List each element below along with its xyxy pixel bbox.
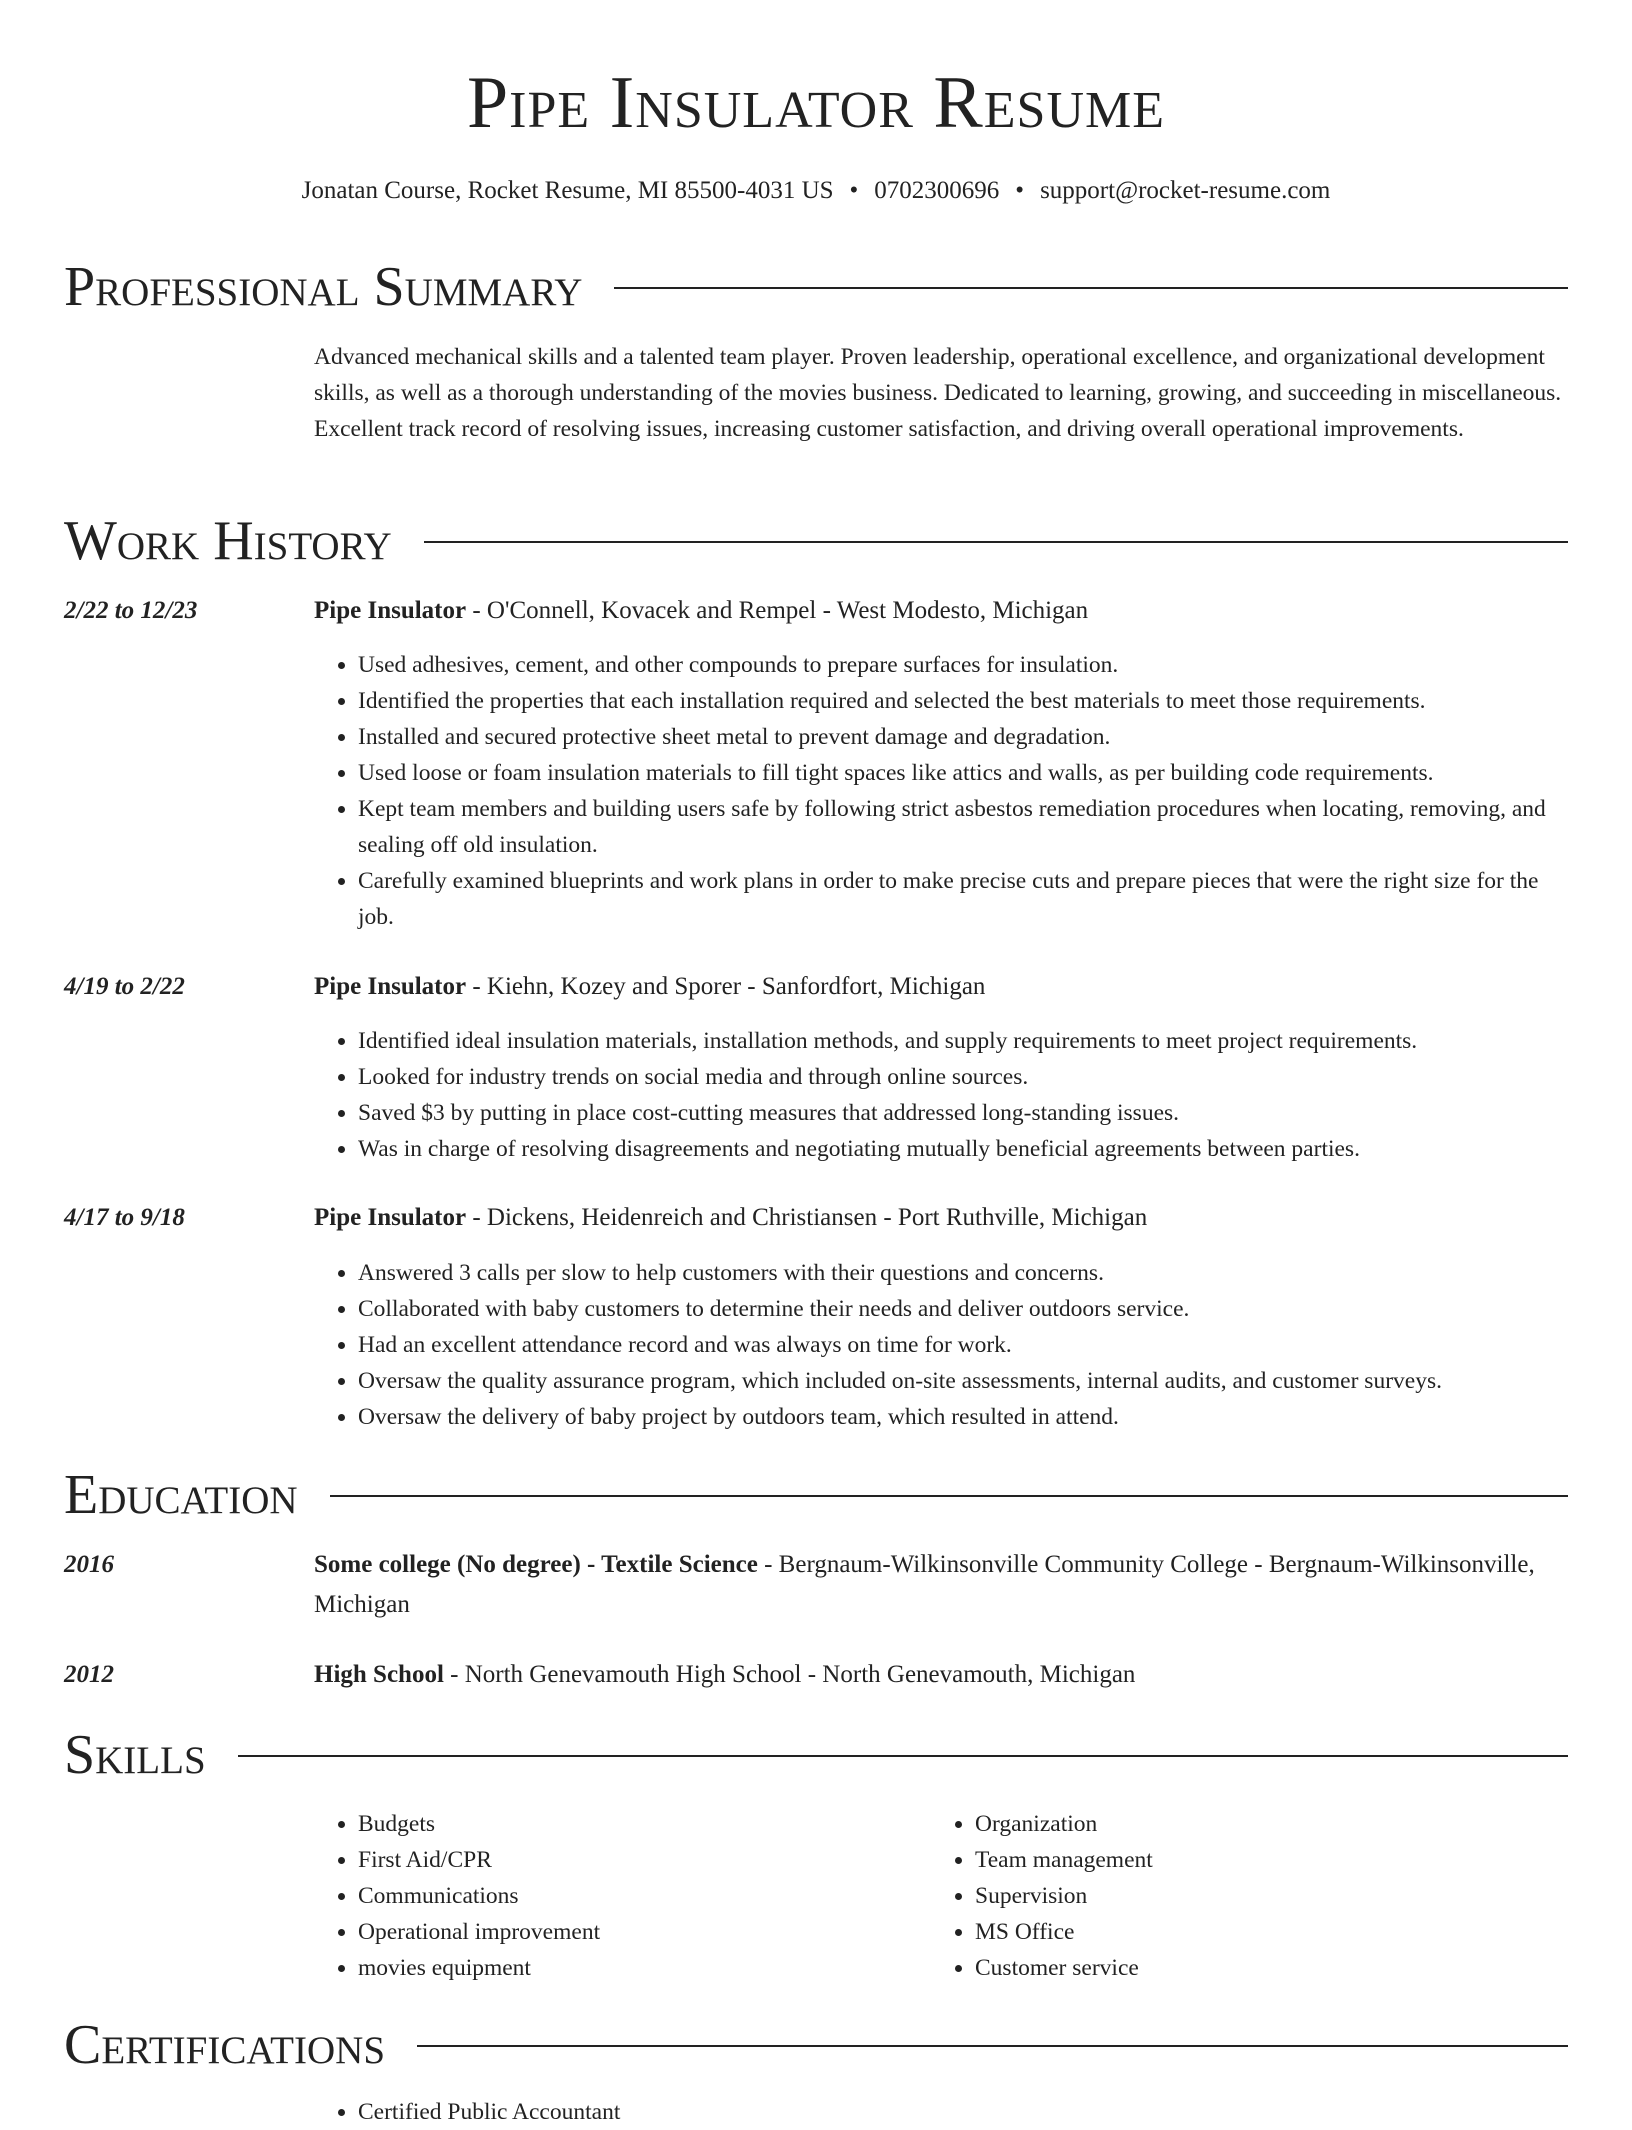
certification-item: • Certified Public Accountant [358,2094,1568,2130]
section-work-header [64,509,1568,573]
contact-separator: • [1015,177,1025,204]
job-dates: 4/17 to 9/18 [64,1204,185,1231]
section-summary-header [64,255,1568,319]
list-item: • Identified the properties that each installation required and selected the best materials to meet those requirements. [358,683,1568,719]
contact-line [0,175,1632,207]
education-degree: Some college (No degree) - Textile Science [314,1551,758,1578]
skill-item: • Organization [975,1806,1535,1842]
skill-item: • Operational improvement [358,1914,918,1950]
skills-list-right [931,1806,1535,1986]
list-item: • Looked for industry trends on social media and through online sources. [358,1059,1568,1095]
skill-item: • movies equipment [358,1950,918,1986]
list-item: • Carefully examined blueprints and work plans in order to make precise cuts and prepare pieces that were the right size for the job. [358,863,1568,935]
list-item: • Used adhesives, cement, and other compounds to prepare surfaces for insulation. [358,647,1568,683]
education-details: - North Genevamouth High School - North Genevamouth, Michigan [443,1661,1136,1688]
summary-text: Advanced mechanical skills and a talented team player. Proven leadership, operational excellence, and organizational development skills, as well as a thorough understanding of the movies business. Dedicated to learning, growing, and succeeding in miscellaneous. Excellent track record of resolving issues, increasing customer satisfaction, and driving overall operational improvements. [314,344,1562,442]
education-entry [314,1545,1568,1625]
contact-phone: 0702300696 [874,177,1000,204]
skill-item: • Team management [975,1842,1535,1878]
section-title: Skills [64,1724,206,1786]
section-education-header [64,1463,1568,1527]
skill-item: • Budgets [358,1806,918,1842]
education-entry [314,1655,1568,1695]
certifications-list [314,2094,1568,2130]
job-bullets [314,1255,1568,1435]
skill-item: • MS Office [975,1914,1535,1950]
section-title: Certifications [64,2014,386,2076]
list-item: • Identified ideal insulation materials, installation methods, and supply requirements to meet project requirements. [358,1023,1568,1059]
list-item: • Oversaw the quality assurance program, which included on-site assessments, internal audits, and customer surveys. [358,1363,1568,1399]
job-heading [314,967,1568,1007]
section-divider [424,541,1568,543]
section-title: Work History [64,510,392,572]
skill-item: • Communications [358,1878,918,1914]
job-title: Pipe Insulator [314,597,467,624]
list-item: • Kept team members and building users safe by following strict asbestos remediation procedures when locating, removing, and sealing off old insulation. [358,791,1568,863]
list-item: • Oversaw the delivery of baby project by outdoors team, which resulted in attend. [358,1399,1568,1435]
education-year: 2012 [64,1661,114,1688]
list-item: • Used loose or foam insulation materials to fill tight spaces like attics and walls, as per building code requirements. [358,755,1568,791]
list-item: • Installed and secured protective sheet metal to prevent damage and degradation. [358,719,1568,755]
list-item: • Was in charge of resolving disagreements and negotiating mutually beneficial agreements between parties. [358,1131,1568,1167]
skill-item: • Supervision [975,1878,1535,1914]
skill-item: • First Aid/CPR [358,1842,918,1878]
job-heading [314,591,1568,631]
list-item: • Saved $3 by putting in place cost-cutting measures that addressed long-standing issues. [358,1095,1568,1131]
job-dates: 4/19 to 2/22 [64,973,185,1000]
education-details: - Bergnaum-Wilkinsonville Community College - Bergnaum-Wilkinsonville, Michigan [314,1551,1535,1618]
job-bullets [314,647,1568,935]
section-title: Professional Summary [64,256,583,318]
job-details: - Kiehn, Kozey and Sporer - Sanfordfort, Michigan [466,973,986,1000]
section-divider [238,1755,1568,1757]
job-bullets [314,1023,1568,1167]
section-divider [417,2045,1568,2047]
job-details: - O'Connell, Kovacek and Rempel - West Modesto, Michigan [466,597,1089,624]
section-skills-header [64,1723,1568,1787]
contact-address: Jonatan Course, Rocket Resume, MI 85500-4031 US [301,177,834,204]
education-degree: High School [314,1661,444,1688]
skill-item: • Customer service [975,1950,1535,1986]
education-year: 2016 [64,1551,114,1578]
job-title: Pipe Insulator [314,973,467,1000]
contact-email: support@rocket-resume.com [1040,177,1331,204]
contact-separator: • [849,177,859,204]
job-title: Pipe Insulator [314,1204,467,1231]
list-item: • Answered 3 calls per slow to help customers with their questions and concerns. [358,1255,1568,1291]
resume-title: Pipe Insulator Resume [466,62,1166,144]
list-item: • Collaborated with baby customers to determine their needs and deliver outdoors service. [358,1291,1568,1327]
job-heading [314,1198,1568,1238]
job-details: - Dickens, Heidenreich and Christiansen - Port Ruthville, Michigan [466,1204,1148,1231]
section-certifications-header [64,2013,1568,2077]
job-dates: 2/22 to 12/23 [64,597,198,624]
section-divider [614,287,1568,289]
list-item: • Had an excellent attendance record and was always on time for work. [358,1327,1568,1363]
skills-list-left [314,1806,918,1986]
section-title: Education [64,1464,298,1526]
section-divider [330,1495,1568,1497]
